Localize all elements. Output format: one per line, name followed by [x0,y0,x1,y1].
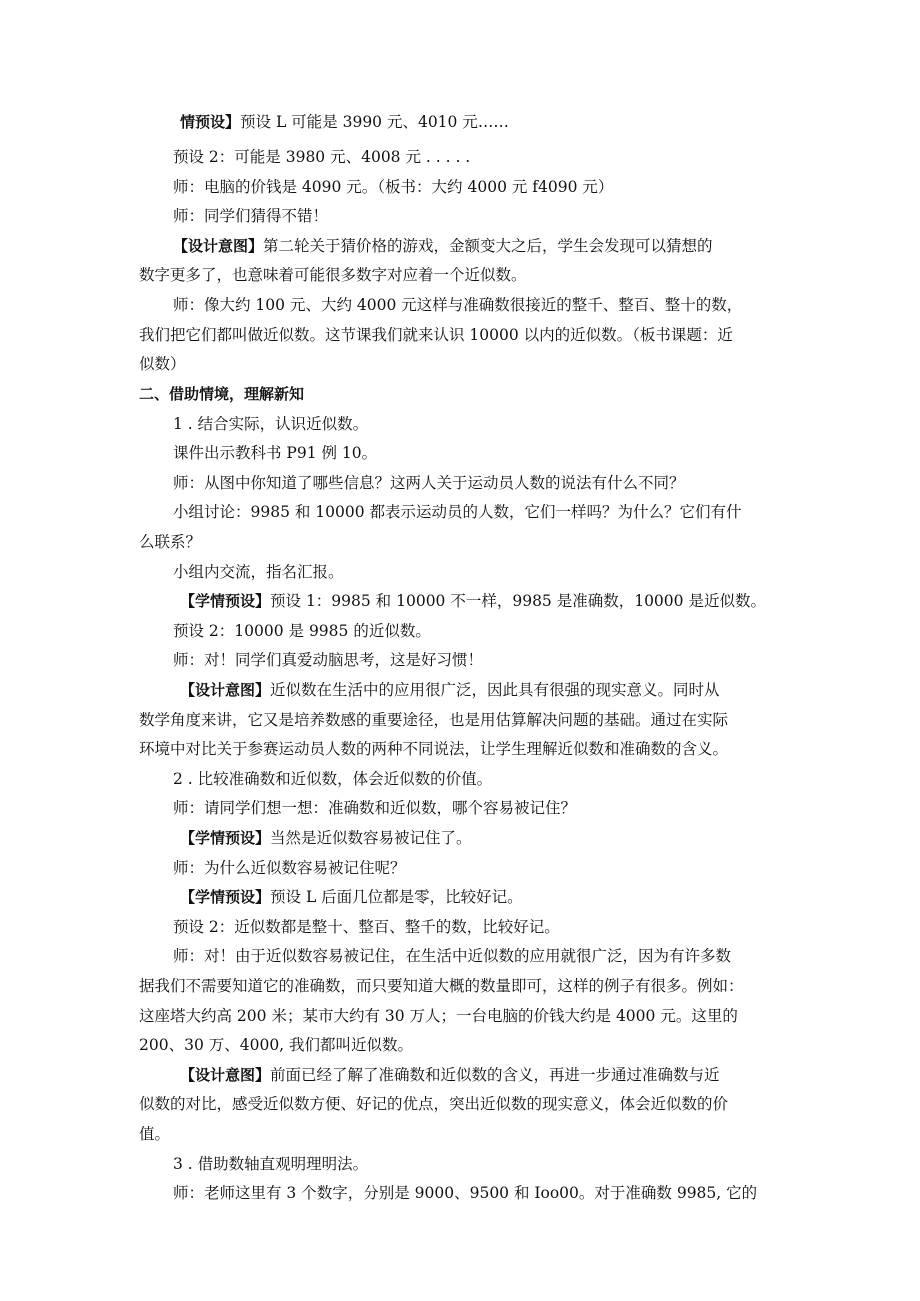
line-text: 师：老师这里有 3 个数字，分别是 9000、9500 和 Ioo00。对于准确数 9985, 它的 [173,1184,758,1202]
text-line [173,414,368,434]
text-line [139,1094,728,1114]
line-text: 这座塔大约高 200 米；某市大约有 30 万人；一台电脑的价钱大约是 4000 元。这里的 [139,1007,738,1025]
text-line [139,532,201,552]
text-line [173,769,492,789]
text-line [180,680,720,700]
text-line [173,650,483,670]
text-line [180,828,472,848]
text-line [139,354,186,374]
line-text: 师：从图中你知道了哪些信息？这两人关于运动员人数的说法有什么不同？ [173,474,685,492]
text-line [180,591,766,611]
text-line [139,1006,738,1026]
heading-text: 二、借助情境，理解新知 [139,385,305,403]
line-text: 预设 L 后面几位都是零，比较好记。 [270,888,523,906]
text-line [173,621,431,641]
text-line [139,265,527,285]
text-line [173,562,344,582]
text-line [173,236,713,256]
line-text: 预设 2：10000 是 9985 的近似数。 [173,622,431,640]
line-text: 据我们不需要知道它的准确数，而只要知道大概的数量即可，这样的例子有很多。例如： [139,977,744,995]
line-text: 前面已经了解了准确数和近似数的含义，再进一步通过准确数与近 [270,1066,720,1084]
text-line [139,325,733,345]
text-line [173,946,731,966]
text-line [180,887,523,907]
line-text: 数字更多了，也意味着可能很多数字对应着一个近似数。 [139,266,527,284]
line-text: 预设 2：近似数都是整十、整百、整千的数，比较好记。 [173,918,560,936]
line-text: 师：对！同学们真爱动脑思考，这是好习惯！ [173,651,484,669]
line-text: 200、30 万、4000, 我们都叫近似数。 [139,1036,414,1054]
section-heading [139,384,304,404]
text-line [173,1154,368,1174]
line-text: 么联系？ [139,533,202,551]
line-text: 1 . 结合实际，认识近似数。 [173,415,369,433]
line-text: 似数的对比，感受近似数方便、好记的优点，突出近似数的现实意义，体会近似数的价 [139,1095,729,1113]
text-line [139,710,728,730]
line-text: 小组内交流，指名汇报。 [173,563,344,581]
bold-label: 【设计意图】 [173,237,264,255]
line-text: 师：为什么近似数容易被记住呢？ [173,859,406,877]
line-text: 小组讨论：9985 和 10000 都表示运动员的人数，它们一样吗？为什么？它们有什 [173,503,742,521]
bold-label: 情预设】 [180,113,241,131]
line-text: 师：请同学们想一想：准确数和近似数，哪个容易被记住？ [173,799,577,817]
bold-label: 【学情预设】 [180,592,271,610]
text-line [173,295,742,315]
line-text: 3 . 借助数轴直观明理明法。 [173,1155,369,1173]
line-text: 师：像大约 100 元、大约 4000 元这样与准确数很接近的整千、整百、整十的数， [173,296,743,314]
text-line [173,206,328,226]
bold-label: 【设计意图】 [180,1066,271,1084]
bold-label: 【学情预设】 [180,888,271,906]
text-line [139,1035,413,1055]
text-line [180,1065,720,1085]
text-line [173,177,613,197]
text-line [173,502,742,522]
line-text: 数学角度来讲，它又是培养数感的重要途径，也是用估算解决问题的基础。通过在实际 [139,711,729,729]
line-text: 师：同学们猜得不错！ [173,207,329,225]
line-text: 师：电脑的价钱是 4090 元。（板书：大约 4000 元 f4090 元） [173,178,614,196]
bold-label: 【学情预设】 [180,829,271,847]
text-line [139,976,744,996]
text-line [139,1124,170,1144]
text-line [173,443,377,463]
text-line [173,798,576,818]
line-text: 值。 [139,1125,171,1143]
text-line [173,858,406,878]
text-line [173,473,685,493]
line-text: 预设 1：9985 和 10000 不一样，9985 是准确数，10000 是近似数。 [270,592,766,610]
line-text: 预设 L 可能是 3990 元、4010 元…… [240,113,509,131]
line-text: 当然是近似数容易被记住了。 [270,829,472,847]
text-line [173,917,560,937]
line-text: 环境中对比关于参赛运动员人数的两种不同说法，让学生理解近似数和准确数的含义。 [139,740,729,758]
text-line [173,1183,757,1203]
line-text: 似数） [139,355,186,373]
line-text: 师：对！由于近似数容易被记住，在生活中近似数的应用就很广泛，因为有许多数 [173,947,732,965]
line-text: 2 . 比较准确数和近似数，体会近似数的价值。 [173,770,493,788]
text-line [173,147,470,167]
line-text: 近似数在生活中的应用很广泛，因此具有很强的现实意义。同时从 [270,681,720,699]
text-line [139,739,728,759]
text-line [180,112,509,132]
line-text: 我们把它们都叫做近似数。这节课我们就来认识 10000 以内的近似数。（板书课题：近 [139,326,733,344]
line-text: 预设 2：可能是 3980 元、4008 元 . . . . . [173,148,471,166]
line-text: 课件出示教科书 P91 例 10。 [173,444,378,462]
line-text: 第二轮关于猜价格的游戏，金额变大之后，学生会发现可以猜想的 [263,237,713,255]
bold-label: 【设计意图】 [180,681,271,699]
